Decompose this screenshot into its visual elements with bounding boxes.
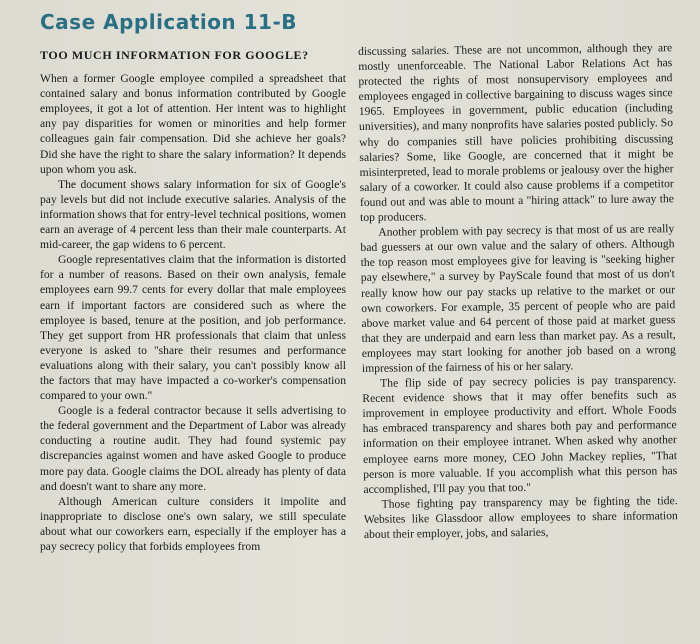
paragraph: The document shows salary information for six of Google's pay levels but did not include executive salaries. Analysis of the information shows that for entry-level technical positions, women earn an average of 4 percent less than their male counterparts. At mid-career, the gap widens to 6 percent. xyxy=(40,177,346,252)
paragraph: Another problem with pay secrecy is that most of us are really bad guessers at our own value and the salary of others. Although the top reason most employees give for leaving is "seeking higher pay elsewhere," a survey by PayScale found that most of us don't really know how our pay stacks up relative to the market or our own coworkers. For example, 35 percent of people who are paid above market value and 64 percent of those paid at market guess that they are underpaid and earn less than market pay. As a result, employees may start looking for another job based on a wrong impression of the fairness of his or her salary. xyxy=(360,222,676,375)
paragraph: Google representatives claim that the information is distorted for a number of reasons. Based on their own analysis, female employees earn 99.7 cents for every dollar that male employees earn if important factors are considered such as where the employee is based, tenure at the position, and job performance. They get support from HR professionals that claim that unless everyone is asked to "share their resumes and performance evaluations along with their salary, you can't possibly know all the factors that may have impacted a co-worker's compensation compared to your own." xyxy=(40,253,346,403)
left-column xyxy=(40,44,346,642)
paragraph: When a former Google employee compiled a spreadsheet that contained salary and bonus information contributed by Google employees, it got a lot of attention. Her intent was to highlight any pay disparities for women or minorities and help former colleagues gain fair compensation. Did she achieve her goals? Did she have the right to share the salary information? It depends upon whom you ask. xyxy=(40,72,346,176)
paragraph: discussing salaries. These are not uncommon, although they are mostly unenforceable. The National Labor Relations Act has protected the rights of most nonsupervisory employees and employees engaged in collective bargaining to discuss wages since 1965. Employees in government, public education (including universities), and many nonprofits have salaries posted publicly. So why do companies still have policies prohibiting discussing salaries? Some, like Google, are concerned that it might be misinterpreted, lead to morale problems or jealousy over the higher salary of a coworker. It could also cause problems if a competitor found out and was able to mount a "hiring attack" to lure away the top producers. xyxy=(358,41,674,225)
paragraph: Those fighting pay transparency may be fighting the tide. Websites like Glassdoor allow employees to share information about their employer, jobs, and salaries, xyxy=(363,493,678,541)
case-heading: TOO MUCH INFORMATION FOR GOOGLE? xyxy=(40,48,309,62)
paragraph: The flip side of pay secrecy policies is pay transparency. Recent evidence shows that it may offer benefits such as improvement in employee productivity and effort. Whole Foods has embraced transparency and shares both pay and performance information on their employee intranet. When asked why another employee earns more money, CEO John Mackey replies, "That person is more valuable. If you accomplish what this person has accomplished, I'll pay you that too." xyxy=(362,373,678,496)
case-title: Case Application 11-B xyxy=(40,10,298,34)
right-column xyxy=(358,40,679,642)
paragraph: Google is a federal contractor because it sells advertising to the federal government and the Department of Labor was already conducting a routine audit. They had found systemic pay discrepancies against women and have asked Google to produce more pay data. Google claims the DOL already has plenty of data and doesn't want to share any more. xyxy=(40,404,346,493)
paragraph: Although American culture considers it impolite and inappropriate to disclose one's own salary, we still speculate about what our coworkers earn, especially if the employer has a pay secrecy policy that forbids employees from xyxy=(40,494,346,553)
